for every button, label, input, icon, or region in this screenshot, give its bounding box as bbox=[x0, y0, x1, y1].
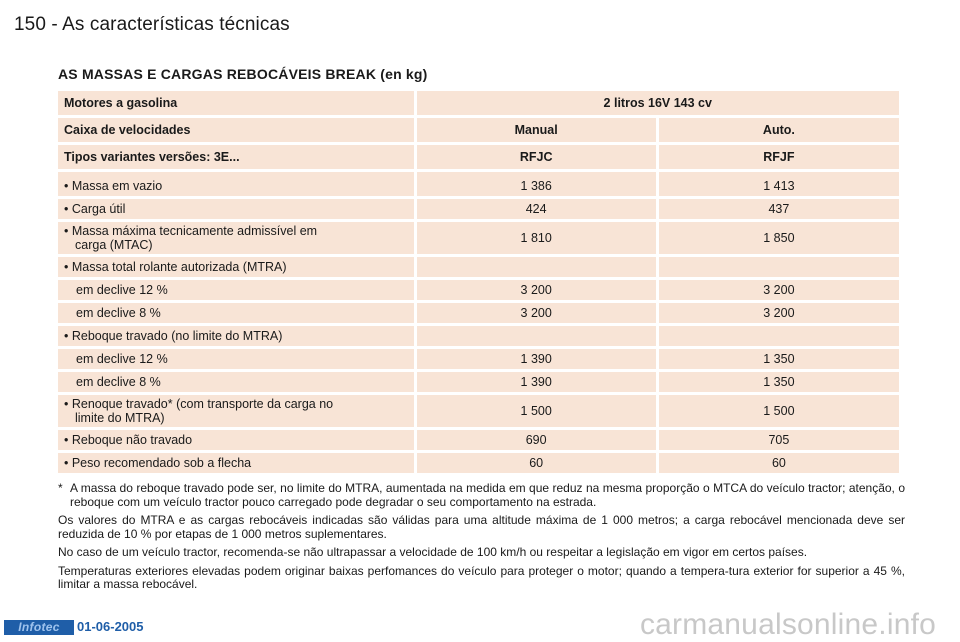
table-header-gearbox bbox=[58, 118, 899, 142]
row-auto bbox=[659, 326, 899, 346]
row-manual bbox=[417, 326, 656, 346]
table-row bbox=[58, 257, 899, 277]
row-manual: 1 500 bbox=[417, 395, 656, 427]
row-auto: 1 413 bbox=[659, 172, 899, 196]
note-paragraph: No caso de um veículo tractor, recomenda-se não ultrapassar a velocidade de 100 km/h ou respeitar a legislação em vigor em certos países. bbox=[58, 545, 808, 559]
weights-table bbox=[55, 88, 902, 476]
table-header-variants bbox=[58, 145, 899, 169]
table-row bbox=[58, 349, 899, 369]
row-manual: 1 386 bbox=[417, 172, 656, 196]
row-auto: 60 bbox=[659, 453, 899, 473]
row-auto: 437 bbox=[659, 199, 899, 219]
table-row bbox=[58, 172, 899, 196]
infotec-logo: Infotec bbox=[4, 620, 74, 635]
footnote-marker: * bbox=[58, 481, 63, 495]
row-manual: 1 390 bbox=[417, 349, 656, 369]
row-label-line2: carga (MTAC) bbox=[75, 238, 153, 252]
row-label: • Reboque não travado bbox=[58, 430, 414, 450]
table-row bbox=[58, 222, 899, 254]
table-row bbox=[58, 372, 899, 392]
row-label: em declive 12 % bbox=[58, 349, 414, 369]
row-auto: 1 350 bbox=[659, 349, 899, 369]
row-manual bbox=[417, 257, 656, 277]
variant-auto: RFJF bbox=[659, 145, 899, 169]
row-label bbox=[58, 222, 414, 254]
table-row bbox=[58, 199, 899, 219]
row-manual: 60 bbox=[417, 453, 656, 473]
gearbox-manual: Manual bbox=[417, 118, 656, 142]
row-label: em declive 8 % bbox=[58, 372, 414, 392]
notes-section bbox=[58, 482, 905, 597]
gearbox-label: Caixa de velocidades bbox=[58, 118, 414, 142]
row-label: em declive 12 % bbox=[58, 280, 414, 300]
row-label-line2: limite do MTRA) bbox=[75, 411, 165, 425]
footer-date: 01-06-2005 bbox=[77, 619, 144, 634]
row-label: • Reboque travado (no limite do MTRA) bbox=[58, 326, 414, 346]
variants-label: Tipos variantes versões: 3E... bbox=[58, 145, 414, 169]
row-label: • Peso recomendado sob a flecha bbox=[58, 453, 414, 473]
page-header: 150 - As características técnicas bbox=[14, 14, 290, 35]
watermark: carmanualsonline.info bbox=[639, 608, 936, 641]
row-label: • Massa em vazio bbox=[58, 172, 414, 196]
table-row bbox=[58, 326, 899, 346]
note-paragraph: Os valores do MTRA e as cargas rebocáveis indicadas são válidas para uma altitude máxima de 1 000 metros; a carga rebocável mencionada deve ser reduzida de 10 % por etapas de 1 000 metros suplementares. bbox=[58, 513, 905, 541]
row-label: • Massa total rolante autorizada (MTRA) bbox=[58, 257, 414, 277]
row-label: em declive 8 % bbox=[58, 303, 414, 323]
row-label-line1: • Renoque travado* (com transporte da carga no bbox=[64, 397, 334, 411]
row-auto: 3 200 bbox=[659, 280, 899, 300]
table-row bbox=[58, 395, 899, 427]
row-label bbox=[58, 395, 414, 427]
row-manual: 1 810 bbox=[417, 222, 656, 254]
footnote bbox=[58, 482, 905, 509]
note-paragraph: Temperaturas exteriores elevadas podem originar baixas perfomances do veículo para proteger o motor; quando a tempera-tura exterior for superior a 45 %, limitar a massa rebocável. bbox=[58, 563, 905, 591]
row-auto: 1 500 bbox=[659, 395, 899, 427]
footnote-text: A massa do reboque travado pode ser, no limite do MTRA, aumentada na medida em que reduz na mesma proporção o MTCA do veículo tractor; atenção, o reboque com um veículo tractor pouco carregado pode degradar o seu comportamento na estrada. bbox=[70, 481, 905, 509]
row-manual: 424 bbox=[417, 199, 656, 219]
engine-label: Motores a gasolina bbox=[58, 91, 414, 115]
row-manual: 690 bbox=[417, 430, 656, 450]
row-auto: 1 350 bbox=[659, 372, 899, 392]
row-auto bbox=[659, 257, 899, 277]
row-label-line1: • Massa máxima tecnicamente admissível em bbox=[64, 224, 318, 238]
row-manual: 3 200 bbox=[417, 303, 656, 323]
row-auto: 3 200 bbox=[659, 303, 899, 323]
section-title: AS MASSAS E CARGAS REBOCÁVEIS BREAK (en kg) bbox=[58, 66, 428, 82]
table-row bbox=[58, 453, 899, 473]
engine-value: 2 litros 16V 143 cv bbox=[417, 91, 899, 115]
row-auto: 705 bbox=[659, 430, 899, 450]
table-row bbox=[58, 430, 899, 450]
row-manual: 1 390 bbox=[417, 372, 656, 392]
row-auto: 1 850 bbox=[659, 222, 899, 254]
row-label: • Carga útil bbox=[58, 199, 414, 219]
row-manual: 3 200 bbox=[417, 280, 656, 300]
gearbox-auto: Auto. bbox=[659, 118, 899, 142]
table-row bbox=[58, 303, 899, 323]
table-header-engine bbox=[58, 91, 899, 115]
table-row bbox=[58, 280, 899, 300]
variant-manual: RFJC bbox=[417, 145, 656, 169]
